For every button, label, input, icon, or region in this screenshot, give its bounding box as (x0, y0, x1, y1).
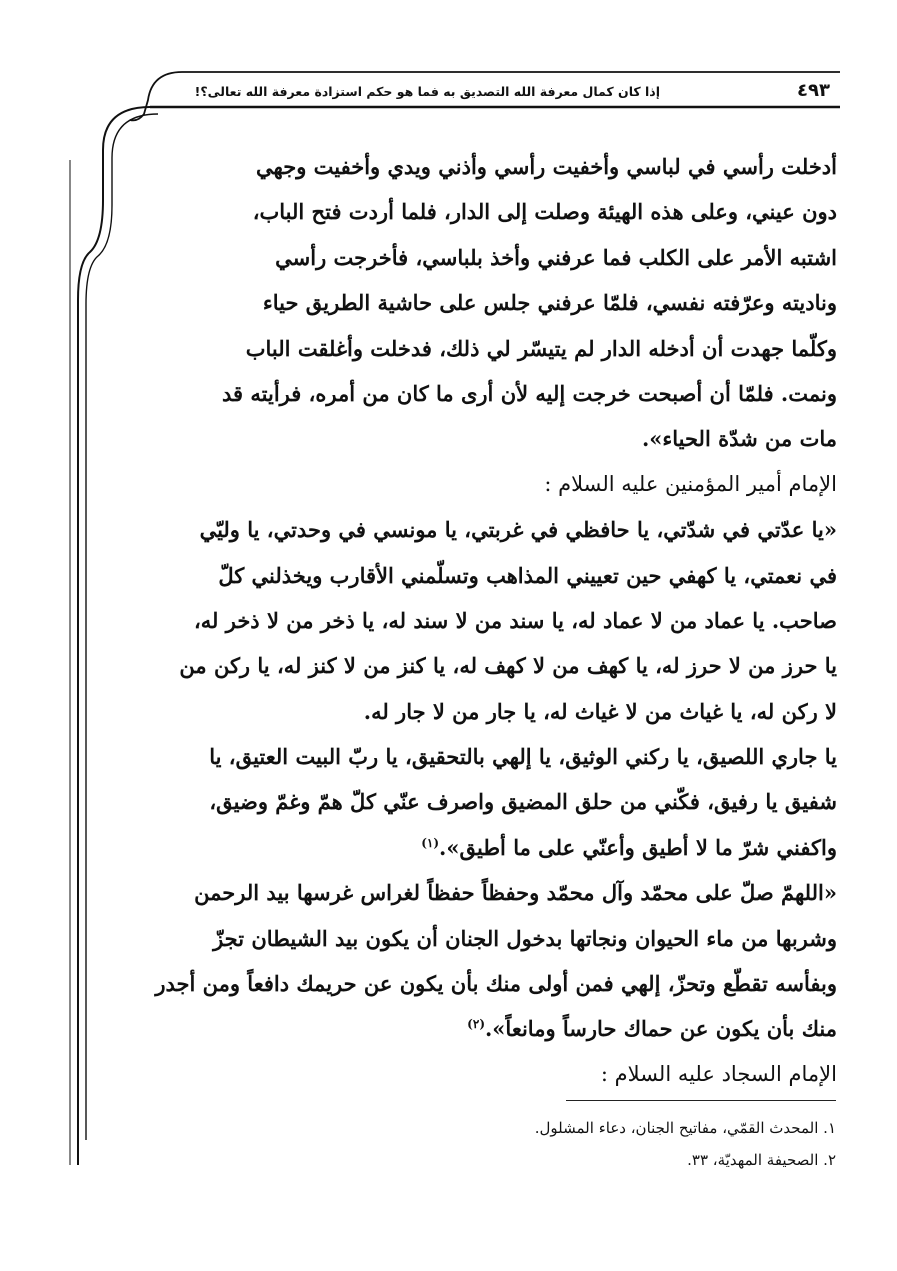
main-text (122, 144, 837, 1097)
page-number: ٤٩٣ (797, 80, 830, 101)
text-line: وناديته وعرّفته نفسي، فلمّا عرفني جلس على حاشية الطريق حياء (262, 290, 837, 316)
text-line: دون عيني، وعلى هذه الهيئة وصلت إلى الدار، فلما أردت فتح الباب، (252, 199, 837, 225)
text-line: اشتبه الأمر على الكلب فما عرفني وأخذ بلباسي، فأخرجت رأسي (275, 244, 837, 270)
footnote-ref: (١) (421, 835, 440, 850)
section-heading: الإمام السجاد عليه السلام : (600, 1061, 837, 1086)
running-title: إذا كان كمال معرفة الله التصديق به فما هو حكم استزادة معرفة الله تعالى؟! (194, 84, 660, 99)
text-line: مات من شدّة الحياء». (641, 426, 837, 452)
footnote: ٢. الصحيفة المهديّة، ٣٣. (687, 1151, 836, 1169)
supplication-line-text: منك بأن يكون عن حماك حارساً ومانعاً». (485, 1016, 837, 1042)
footnote: ١. المحدث القمّي، مفاتيح الجنان، دعاء المشلول. (534, 1119, 836, 1137)
footnote-divider (566, 1100, 836, 1101)
text-line: وكلّما جهدت أن أدخله الدار لم يتيسّر لي ذلك، فدخلت وأغلقت الباب (245, 335, 837, 361)
supplication-line: وشربها من ماء الحيوان ونجاتها بدخول الجنان أن يكون بيد الشيطان تجزّ (213, 925, 837, 951)
supplication-line: في نعمتي، يا كهفي حين تعييني المذاهب وتسلّمني الأقارب ويخذلني كلّ (218, 562, 837, 588)
supplication-line (122, 1006, 837, 1051)
supplication-line: «اللهمّ صلّ على محمّد وآل محمّد وحفظاً حفظاً لغراس غرسها بيد الرحمن (194, 880, 837, 906)
text-line: أدخلت رأسي في لباسي وأخفيت رأسي وأذني ويدي وأخفيت وجهي (256, 154, 837, 179)
footnotes (480, 1112, 836, 1176)
supplication-line: «يا عدّتي في شدّتي، يا حافظي في غربتي، يا مونسي في وحدتي، يا وليّي (199, 517, 837, 543)
supplication-line-text: واكفني شرّ ما لا أطيق وأعنّي على ما أطيق». (439, 834, 837, 860)
supplication-line: شفيق يا رفيق، فكّني من حلق المضيق واصرف عنّي كلّ همّ وغمّ وضيق، (209, 789, 837, 815)
supplication-line: صاحب. يا عماد من لا عماد له، يا سند من لا سند له، يا ذخر من لا ذخر له، (193, 607, 837, 633)
supplication-line: يا حرز من لا حرز له، يا كهف من لا كهف له، يا كنز من لا كنز له، يا ركن من (179, 653, 837, 679)
supplication-line (122, 825, 837, 870)
supplication-line: يا جاري اللصيق، يا ركني الوثيق، يا إلهي بالتحقيق، يا ربّ البيت العتيق، يا (209, 744, 837, 770)
section-heading: الإمام أمير المؤمنين عليه السلام : (544, 471, 837, 496)
text-line: ونمت. فلمّا أن أصبحت خرجت إليه لأن أرى ما كان من أمره، فرأيته قد (222, 380, 837, 406)
footnote-ref: (٢) (467, 1017, 485, 1032)
supplication-line: وبفأسه تقطّع وتحزّ، إلهي فمن أولى منك بأن يكون عن حريمك دافعاً ومن أجدر (155, 971, 837, 997)
supplication-line: لا ركن له، يا غياث من لا غياث له، يا جار من لا جار له. (363, 698, 837, 724)
